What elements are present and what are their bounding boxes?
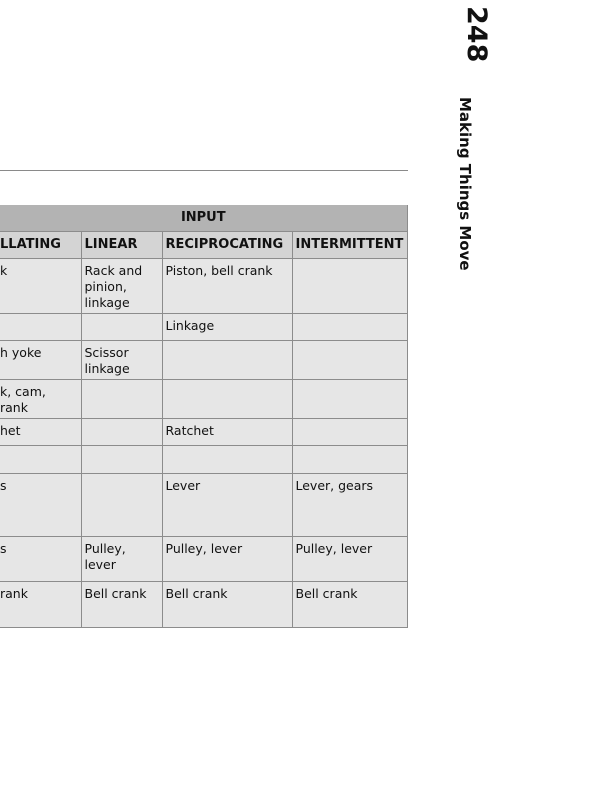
table-cell: Rack and pinion, linkage [81,259,162,314]
table-cell: Bell crank [292,582,407,628]
table-cell [81,419,162,446]
table-cell [292,314,407,341]
table-row [0,314,407,341]
table-cell: h yoke [0,341,81,380]
page-number: 248 [461,6,492,63]
table-cell: Pulley, lever [162,537,292,582]
table-cell: Scissor linkage [81,341,162,380]
table-cell: Lever, gears [292,474,407,537]
table-cell [0,314,81,341]
input-output-table [0,205,408,628]
table-cell [162,341,292,380]
column-header-row [0,232,407,259]
table-cell: het [0,419,81,446]
table-cell: Piston, bell crank [162,259,292,314]
column-header-linear: LINEAR [81,232,162,259]
table-cell [162,380,292,419]
table-cell [292,446,407,474]
table-row [0,259,407,314]
table-row [0,341,407,380]
table-cell [81,314,162,341]
table-cell [81,446,162,474]
table-cell: k [0,259,81,314]
table-cell: Lever [162,474,292,537]
header-rule [0,170,408,171]
table-cell: Ratchet [162,419,292,446]
table-row [0,380,407,419]
table-cell: Bell crank [81,582,162,628]
table-cell [0,446,81,474]
table-cell: Pulley, lever [292,537,407,582]
chapter-title: Making Things Move [456,97,474,271]
table-row [0,419,407,446]
column-header-oscillating: LLATING [0,232,81,259]
column-header-intermittent: INTERMITTENT [292,232,407,259]
input-table-container [0,205,407,628]
table-cell: k, cam, rank [0,380,81,419]
page-number-block [452,6,492,62]
table-row [0,582,407,628]
input-group-header: INPUT [0,205,407,232]
table-cell: Pulley, lever [81,537,162,582]
table-cell [162,446,292,474]
table-cell [81,474,162,537]
table-cell: Bell crank [162,582,292,628]
table-cell [81,380,162,419]
table-cell [292,419,407,446]
table-cell: s [0,474,81,537]
table-cell [292,341,407,380]
table-row [0,446,407,474]
table-cell: Linkage [162,314,292,341]
table-row [0,537,407,582]
table-cell [292,380,407,419]
column-header-reciprocating: RECIPROCATING [162,232,292,259]
input-group-header-row [0,205,407,232]
table-cell: s [0,537,81,582]
table-cell [292,259,407,314]
table-row [0,474,407,537]
table-cell: rank [0,582,81,628]
